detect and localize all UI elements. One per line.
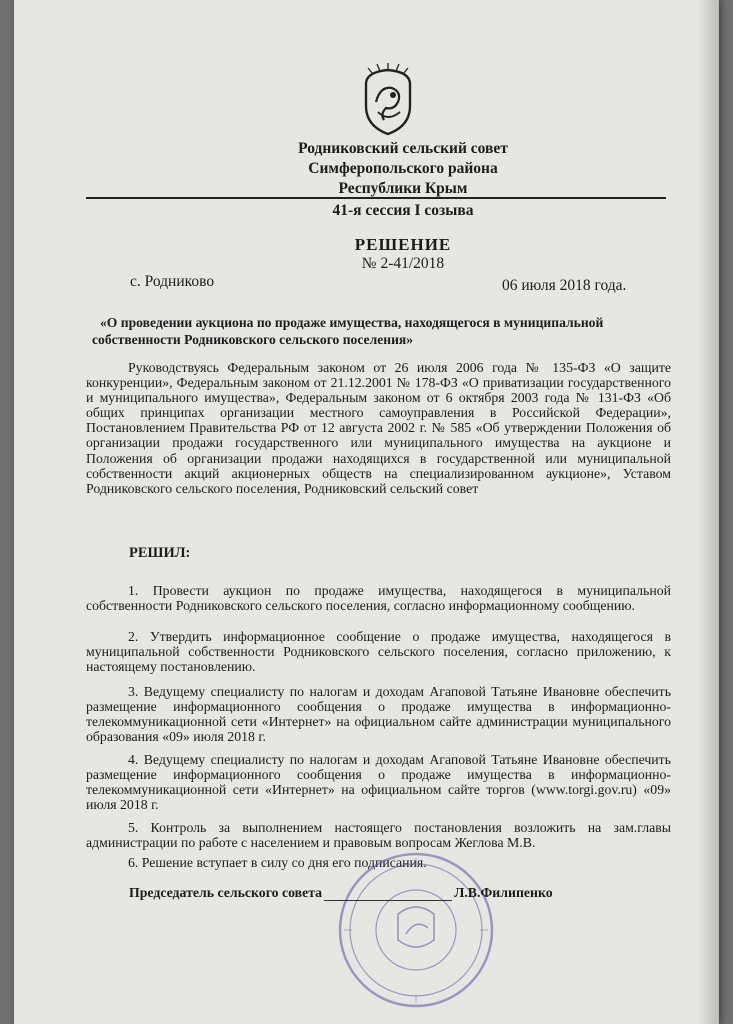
decision-title: РЕШЕНИЕ [354, 235, 452, 254]
resolution-item-4: 4. Ведущему специалисту по налогам и доходам Агаповой Татьяне Ивановне обеспечить размещение информационного сообщения о продаже имущества в информационно-телекоммуникационной сети «Интернет» на официальном сайте торгов (www.torgi.gov.ru) «09» июля 2018 г. [86, 752, 671, 813]
org-name-line2: Симферопольского района [308, 160, 498, 177]
resolution-item-3: 3. Ведущему специалисту по налогам и доходам Агаповой Татьяне Ивановне обеспечить размещение информационного сообщения о продаже имущества в информационно-телекоммуникационной сети «Интернет» на официальном сайте администрации муниципального образования «09» июля 2018 г. [86, 684, 671, 745]
decision-place: с. Родниково [130, 273, 215, 290]
signature-row [129, 885, 553, 901]
resolution-item-5: 5. Контроль за выполнением настоящего постановления возложить на зам.главы администрации по работе с населением и правовым вопросам Жеглова М.В. [86, 820, 671, 851]
header-divider [86, 197, 666, 199]
signature-line [324, 888, 452, 901]
decision-subject: «О проведении аукциона по продаже имущества, находящегося в муниципальной собственности Родниковского сельского поселения» [92, 315, 604, 347]
decision-date: 06 июля 2018 года. [502, 277, 627, 294]
decision-number: № 2-41/2018 [361, 255, 445, 272]
resolution-item-1: 1. Провести аукцион по продаже имущества, находящегося в муниципальной собственности Родниковского сельского поселения, согласно информационному сообщению. [86, 583, 671, 614]
org-name-line1: Родниковский сельский совет [298, 140, 508, 157]
session-label: 41-я сессия I созыва [332, 202, 474, 219]
signature-name: Л.В.Филипенко [454, 885, 553, 900]
org-name-line3: Республики Крым [338, 180, 468, 197]
resolved-label: РЕШИЛ: [129, 545, 191, 561]
resolution-item-2: 2. Утвердить информационное сообщение о продаже имущества, находящегося в муниципальной собственности Родниковского сельского поселения, согласно приложению, к настоящему постановлению. [86, 629, 671, 675]
crimea-coat-of-arms-icon [356, 62, 420, 136]
round-seal-stamp-icon [336, 850, 496, 1010]
document-page [14, 0, 719, 1024]
preamble-paragraph: Руководствуясь Федеральным законом от 26 июля 2006 года № 135-ФЗ «О защите конкуренции», Федеральным законом от 21.12.2001 № 178-ФЗ «О приватизации государственного и муниципального имущества», Федеральным законом от 6 октября 2003 года № 131-ФЗ «Об общих принципах организации местного самоуправления в Российской Федерации», Постановлением Правительства РФ от 12 августа 2002 г. № 585 «Об утверждении Положения об организации продажи государственного или муниципального имущества на аукционе и Положения об организации продажи находящихся в государственной или муниципальной собственности акций акционерных обществ на специализированном аукционе», Уставом Родниковского сельского поселения, Родниковский сельский совет [86, 360, 671, 496]
signature-position: Председатель сельского совета [129, 885, 323, 900]
resolution-item-6: 6. Решение вступает в силу со дня его подписания. [128, 855, 427, 870]
